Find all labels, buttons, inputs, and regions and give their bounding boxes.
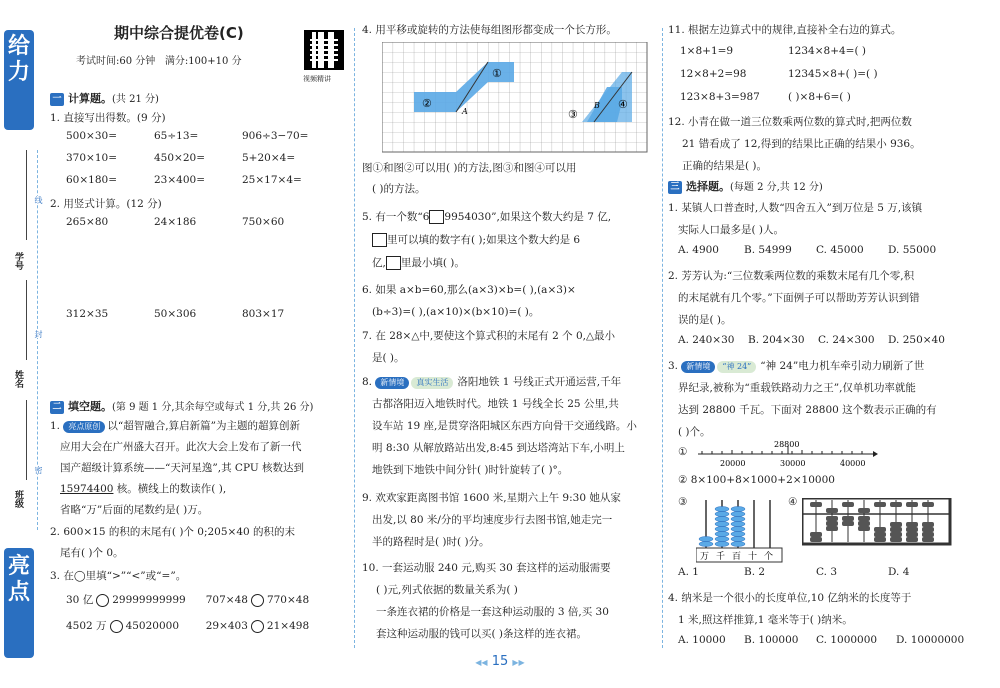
- pattern-row: 123×8+3=987 ( )×8+6=( ): [680, 91, 851, 103]
- top-tab: 给 力: [4, 30, 34, 130]
- abacus-2: [802, 498, 952, 546]
- text-line: 实际人口最多是( )人。: [678, 224, 785, 236]
- fill-q1: 1. 亮点原创 以“超智融合,算启新篇”为主题的超算创新: [50, 420, 300, 432]
- text-line: 一条连衣裙的价格是一套这种运动服的 3 倍,买 30: [376, 606, 609, 618]
- expanded-form: ② 8×100+8×1000+2×10000: [678, 474, 835, 486]
- place-label: 个: [764, 552, 774, 562]
- question-7: 7. 在 28×△中,要使这个算式积的末尾有 2 个 0,△最小: [362, 330, 616, 342]
- text-line: ( )的方法。: [372, 183, 426, 195]
- cut-mark: 密: [34, 466, 43, 474]
- label-class: 班级: [13, 490, 23, 508]
- bottom-tab: 亮 点: [4, 548, 34, 658]
- fig-label: ①: [492, 67, 502, 80]
- page-number: ◀◀ 15 ▶▶: [475, 654, 525, 669]
- new-context-badge: 新情境: [375, 377, 409, 389]
- text-line: 尾有( )个 0。: [60, 547, 124, 559]
- text-line: 里可以填的数字有( );如果这个数大约是 6: [372, 232, 580, 247]
- options-row: A. 240×30 B. 204×30 C. 24×300 D. 250×40: [678, 334, 945, 346]
- exam-info: 考试时间:60 分钟 满分:100+10 分: [76, 56, 242, 67]
- vertical-calc-row: 265×80 24×186 750×60: [66, 216, 285, 228]
- text-line: 图①和图②可以用( )的方法,图③和图④可以用: [362, 162, 577, 174]
- choice-q2: 2. 芳芳认为:“三位数乘两位数的乘数末尾有几个零,积: [668, 270, 915, 282]
- text-line: ( )元,列式依据的数量关系为( ): [376, 584, 518, 596]
- text-line: 地铁到下地铁中间分针( )时针旋转了( )°。: [372, 464, 569, 476]
- text-line: 是( )。: [372, 352, 405, 364]
- qr-code[interactable]: [304, 30, 344, 70]
- column-divider: [662, 28, 663, 648]
- axis-label: 40000: [840, 459, 866, 468]
- answer-circle[interactable]: [110, 620, 123, 633]
- text-line: 明 8:30 从解放路站出发,8:45 到达塔湾站下车,小明上: [372, 442, 625, 454]
- place-label: 百: [732, 552, 742, 562]
- question-10: 10. 一套运动服 240 元,购买 30 套这样的运动服需要: [362, 562, 611, 574]
- fig-number: ①: [678, 446, 688, 458]
- real-life-badge: 真实生活: [411, 377, 453, 389]
- fig-number: ④: [788, 496, 798, 508]
- fill-q3: 3. 在◯里填“>”“<”或“=”。: [50, 570, 187, 582]
- place-label: 万: [700, 552, 710, 562]
- grid-figure: [382, 42, 648, 154]
- text-line: 套这种运动服的钱可以买( )条这样的连衣裙。: [376, 628, 588, 640]
- text-line: 达到 28800 千瓦。下面对 28800 这个数表示正确的有: [678, 404, 937, 416]
- cut-mark: 封: [34, 330, 43, 338]
- next-arrow-icon: ▶▶: [512, 658, 525, 667]
- label-name: 姓名: [13, 370, 23, 388]
- place-label: 十: [748, 552, 758, 562]
- fig-label: ④: [618, 98, 628, 111]
- cut-mark: 线: [34, 196, 43, 204]
- column-divider: [354, 28, 355, 648]
- question-4: 4. 用平移或旋转的方法使每组图形都变成一个长方形。: [362, 24, 617, 36]
- text-line: (b÷3)=( ),(a×10)×(b×10)=( )。: [372, 306, 540, 318]
- number-line: [698, 440, 878, 474]
- fill-line: [26, 150, 27, 240]
- question-5: 5. 有一个数“6 9954030”,如果这个数大约是 7 亿,: [362, 211, 612, 223]
- choice-q3: 3. 新情境 “神 24” “神 24”电力机车牵引动力刷新了世: [668, 360, 925, 372]
- text-line: 古都洛阳迈入地铁时代。地铁 1 号线全长 25 公里,共: [372, 398, 619, 410]
- axis-label: 30000: [780, 459, 806, 468]
- text-line: 设车站 19 座,是贯穿洛阳城区东西方向骨干交通线路。小: [372, 420, 637, 432]
- text-line: 亿, 里最小填( )。: [372, 257, 465, 269]
- answer-circle[interactable]: [251, 594, 264, 607]
- question-2: 2. 用竖式计算。(12 分): [50, 198, 162, 210]
- section-3-heading: 三 选择题。(每题 2 分,共 12 分): [668, 178, 823, 194]
- question-9: 9. 欢欢家距离图书馆 1600 米,星期六上午 9:30 她从家: [362, 492, 621, 504]
- question-1: 1. 直接写出得数。(9 分): [50, 112, 166, 124]
- answer-box[interactable]: [386, 256, 401, 270]
- highlight-badge: 亮点原创: [63, 421, 105, 433]
- topic-badge: “神 24”: [717, 361, 756, 373]
- text-line: 应用大会在广州盛大召开。此次大会上发布了新一代: [60, 441, 302, 453]
- answer-circle[interactable]: [96, 594, 109, 607]
- page-title: 期中综合提优卷(C): [114, 24, 244, 42]
- text-line: 正确的结果是( )。: [682, 160, 768, 172]
- text-line: 15974400 核。横线上的数读作( ),: [60, 483, 227, 495]
- calc-row: 500×30= 65÷13= 906÷3−70=: [66, 130, 309, 142]
- pattern-row: 12×8+2=98 12345×8+( )=( ): [680, 68, 878, 80]
- binding-strip: [0, 0, 48, 688]
- section-1-heading: 一 计算题。(共 21 分): [50, 90, 159, 106]
- text-line: 误的是( )。: [678, 314, 732, 326]
- axis-label: 28800: [774, 440, 800, 449]
- text-line: 出发,以 80 米/分的平均速度步行去图书馆,她走完一: [372, 514, 613, 526]
- answer-box[interactable]: [429, 210, 444, 224]
- options-row: A. 1 B. 2 C. 3 D. 4: [678, 566, 910, 578]
- options-row: A. 4900 B. 54999 C. 45000 D. 55000: [678, 244, 937, 256]
- new-context-badge: 新情境: [681, 361, 715, 373]
- question-12: 12. 小青在做一道三位数乘两位数的算式时,把两位数: [668, 116, 912, 128]
- answer-circle[interactable]: [251, 620, 264, 633]
- text-line: 21 错看成了 12,得到的结果比正确的结果小 936。: [682, 138, 921, 150]
- fill-line: [26, 400, 27, 480]
- place-label: 千: [716, 552, 726, 562]
- answer-box[interactable]: [372, 233, 387, 247]
- pattern-row: 1×8+1=9 1234×8+4=( ): [680, 45, 867, 57]
- fig-number: ③: [678, 496, 688, 508]
- text-line: 半的路程时是( )时( )分。: [372, 536, 490, 548]
- question-8: 8. 新情境 真实生活 洛阳地铁 1 号线正式开通运营,千年: [362, 376, 622, 388]
- text-line: 的末尾就有几个零。”下面例子可以帮助芳芳认识到错: [678, 292, 920, 304]
- section-2-heading: 二 填空题。(第 9 题 1 分,其余每空或每式 1 分,共 26 分): [50, 398, 313, 414]
- text-line: 1 米,照这样推算,1 毫米等于( )纳米。: [678, 614, 853, 626]
- axis-label: 20000: [720, 459, 746, 468]
- fig-label: ②: [422, 97, 432, 110]
- fig-label: ③: [568, 108, 578, 121]
- question-6: 6. 如果 a×b=60,那么(a×3)×b=( ),(a×3)×: [362, 284, 576, 296]
- text-line: 省略“万”后面的尾数约是( )万。: [60, 504, 209, 516]
- text-line: ( )个。: [678, 426, 711, 438]
- question-11: 11. 根据左边算式中的规律,直接补全右边的算式。: [668, 24, 902, 36]
- qr-caption: 视频精讲: [303, 75, 331, 83]
- prev-arrow-icon: ◀◀: [475, 658, 488, 667]
- vertical-calc-row: 312×35 50×306 803×17: [66, 308, 285, 320]
- choice-q4: 4. 纳米是一个很小的长度单位,10 亿纳米的长度等于: [668, 592, 912, 604]
- fig-label: A: [462, 107, 468, 116]
- fill-q2: 2. 600×15 的积的末尾有( )个 0;205×40 的积的末: [50, 526, 296, 538]
- fig-label: B: [594, 101, 600, 110]
- options-row: A. 10000 B. 100000 C. 1000000 D. 10000000: [678, 634, 965, 646]
- text-line: 国产超级计算系统——“天河星逸”,其 CPU 核数达到: [60, 462, 305, 474]
- abacus-1: [696, 496, 786, 564]
- label-student-id: 学号: [13, 252, 23, 270]
- compare-row: 4502 万 45020000 29×403 21×498: [66, 620, 310, 632]
- choice-q1: 1. 某镇人口普查时,人数“四舍五入”到万位是 5 万,该镇: [668, 202, 923, 214]
- calc-row: 370×10= 450×20= 5+20×4=: [66, 152, 296, 164]
- fill-line: [26, 280, 27, 360]
- compare-row: 30 亿 29999999999 707×48 770×48: [66, 594, 310, 606]
- text-line: 界纪录,被称为“重载铁路动力之王”,仅单机功率就能: [678, 382, 916, 394]
- calc-row: 60×180= 23×400= 25×17×4=: [66, 174, 302, 186]
